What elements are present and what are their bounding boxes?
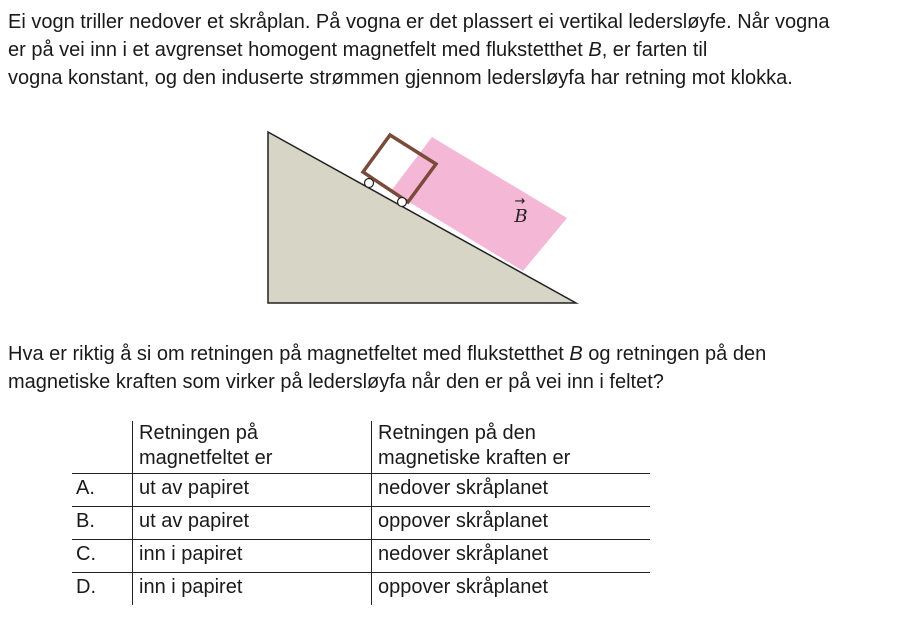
intro-line-1: Ei vogn triller nedover et skråplan. På vogna er det plassert ei vertikal ledersløyfe. Når vogna (8, 11, 830, 33)
answer-field-direction: inn i papiret (133, 573, 372, 606)
cart-wheel-front (398, 198, 407, 207)
answer-row-c[interactable] (72, 540, 650, 573)
incline-figure (265, 128, 585, 308)
question-line-1 (8, 340, 908, 368)
answer-row-d[interactable] (72, 573, 650, 606)
flux-density-symbol-question: B (569, 343, 583, 365)
answer-force-direction: nedover skråplanet (372, 540, 651, 573)
answer-row-b[interactable] (72, 507, 650, 540)
header-force-line-1: Retningen på den (378, 422, 536, 444)
cart-wheel-back (365, 179, 374, 188)
answer-letter: D. (76, 576, 96, 598)
answer-field-direction: ut av papiret (133, 474, 372, 507)
question-text (8, 340, 908, 396)
header-force-direction (372, 421, 651, 474)
answer-letter: C. (72, 540, 133, 573)
question-line-1-start: Hva er riktig å si om retningen på magnetfeltet med flukstetthet (8, 343, 570, 365)
answer-letter: B. (72, 507, 133, 540)
intro-text (8, 8, 908, 92)
table-header-row (72, 421, 650, 474)
intro-line-2-end: , er farten til (601, 39, 708, 61)
intro-line-2 (8, 36, 908, 64)
answer-force-direction: oppover skråplanet (372, 507, 651, 540)
question-line-2: magnetiske kraften som virker på ledersløyfa når den er på vei inn i feltet? (8, 371, 664, 393)
intro-line-2-start: er på vei inn i et avgrenset homogent magnetfelt med flukstetthet (8, 39, 589, 61)
intro-line-3: vogna konstant, og den induserte strømmen gjennom ledersløyfa har retning mot klokka. (8, 67, 793, 89)
question-line-1-end: og retningen på den (582, 343, 767, 365)
header-field-direction (133, 421, 372, 474)
answer-force-direction: nedover skråplanet (372, 474, 651, 507)
incline-diagram (265, 128, 585, 308)
answer-table (72, 421, 650, 605)
field-label: B (514, 206, 528, 227)
flux-density-symbol: B (588, 39, 602, 61)
header-empty-cell (72, 421, 133, 474)
answer-field-direction: inn i papiret (133, 540, 372, 573)
field-label-arrow: → (514, 194, 526, 209)
header-field-line-2: magnetfeltet er (139, 447, 273, 469)
header-force-line-2: magnetiske kraften er (378, 447, 571, 469)
header-field-line-1: Retningen på (139, 422, 258, 444)
answer-letter: A. (72, 474, 133, 507)
answer-field-direction: ut av papiret (133, 507, 372, 540)
answer-row-a[interactable] (72, 474, 650, 507)
answer-force-direction: oppover skråplanet (372, 573, 651, 606)
